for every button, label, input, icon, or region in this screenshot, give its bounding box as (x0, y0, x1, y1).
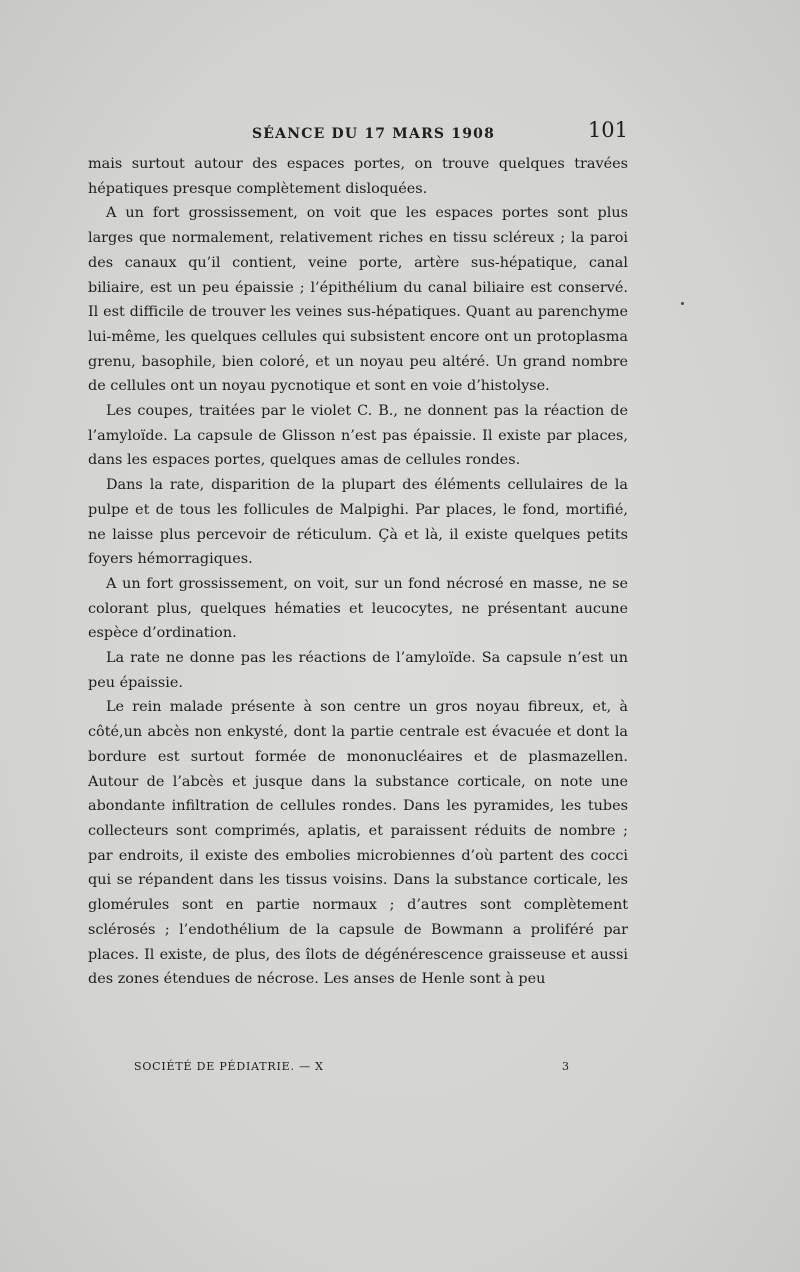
paragraph-liver-staining: Les coupes, traitées par le violet C. B., ne donnent pas la réaction de l’amyloïde. La capsule de Glisson n’est pas épaissie. Il existe par places, dans les espaces portes, quelques amas de cellules rondes. (88, 403, 628, 469)
page-number: 101 (587, 118, 628, 142)
body-text (88, 152, 628, 992)
running-title: SÉANCE DU 17 MARS 1908 (252, 126, 496, 142)
paragraph-spleen-magnification: A un fort grossissement, on voit, sur un fond nécrosé en masse, ne se colorant plus, quelques hématies et leucocytes, ne présentant aucune espèce d’ordination. (88, 575, 628, 642)
paragraph-spleen: Dans la rate, disparition de la plupart des éléments cellulaires de la pulpe et de tous les follicules de Malpighi. Par places, le fond, mortifié, ne laisse plus percevoir de réticulum. Çà et là, il existe quelques petits foyers hémorragiques. (88, 477, 628, 568)
signature-line (88, 1060, 628, 1080)
signature-mark: SOCIÉTÉ DE PÉDIATRIE. — X (134, 1060, 324, 1073)
paper-speck (681, 302, 684, 305)
paragraph-kidney: Le rein malade présente à son centre un gros noyau fibreux, et, à côté,un abcès non enkysté, dont la partie centrale est évacuée et dont la bordure est surtout formée de mononucléaires et de plasmazellen. Autour de l’abcès et jusque dans la substance corticale, on note une abondante infiltration de cellules rondes. Dans les pyramides, les tubes collecteurs sont comprimés, aplatis, et paraissent réduits de nombre ; par endroits, il existe des embolies microbiennes d’où partent des cocci qui se répandent dans les tissus voisins. Dans la substance corticale, les glomérules sont en partie normaux ; d’autres sont complètement sclérosés ; l’endothélium de la capsule de Bowmann a proliféré par places. Il existe, de plus, des îlots de dégénérescence graisseuse et aussi des zones étendues de nécrose. Les anses de Henle sont à peu (88, 699, 628, 988)
paragraph-continuation: mais surtout autour des espaces portes, on trouve quelques travées hépatiques presque complètement disloquées. (88, 156, 628, 197)
paragraph-liver-magnification: A un fort grossissement, on voit que les espaces portes sont plus larges que normalement, relativement riches en tissu scléreux ; la paroi des canaux qu’il contient, veine porte, artère sus-hépatique, canal biliaire, est un peu épaissie ; l’épithélium du canal biliaire est conservé. Il est difficile de trouver les veines sus-hépatiques. Quant au parenchyme lui-même, les quelques cellules qui subsistent encore ont un protoplasma grenu, basophile, bien coloré, et un noyau peu altéré. Un grand nombre de cellules ont un noyau pycnotique et sont en voie d’histolyse. (88, 205, 628, 395)
signature-number: 3 (562, 1060, 569, 1073)
paragraph-spleen-amyloid: La rate ne donne pas les réactions de l’amyloïde. Sa capsule n’est un peu épaissie. (88, 650, 628, 691)
running-head (88, 118, 628, 152)
